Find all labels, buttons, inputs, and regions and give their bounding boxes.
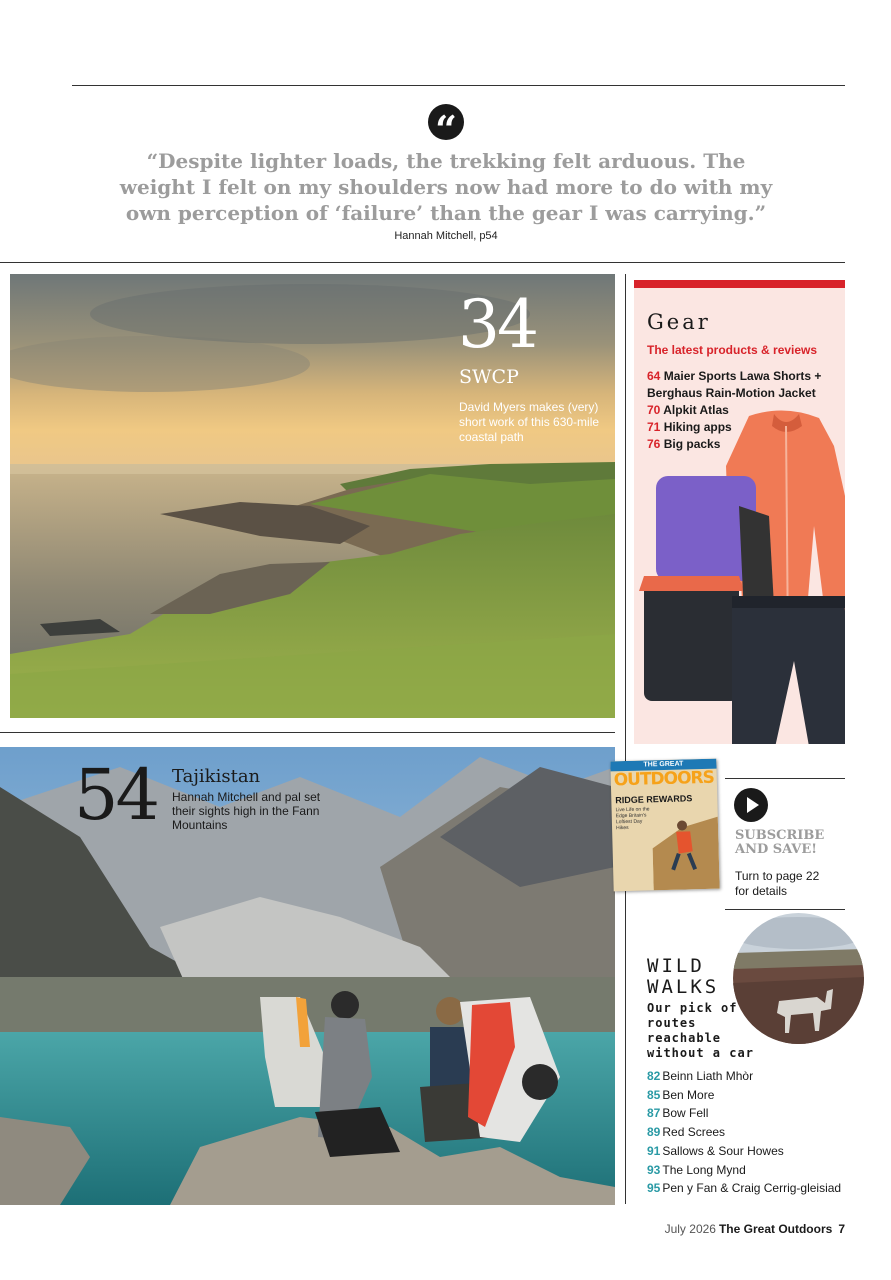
quote-attribution: Hannah Mitchell, p54 — [394, 230, 498, 242]
gear-panel — [634, 280, 845, 744]
cover-subline: Live Life on the Edge Britain's Loftiest Day Hikes — [615, 806, 650, 832]
magazine-cover[interactable] — [610, 759, 719, 892]
subscribe-title[interactable]: SUBSCRIBE AND SAVE! — [735, 828, 825, 857]
gear-title: Gear — [647, 310, 711, 334]
walk-item[interactable]: 91 Sallows & Sour Howes — [647, 1143, 784, 1158]
subscribe-top-rule — [725, 778, 845, 779]
play-icon[interactable] — [734, 788, 768, 822]
wild-walks-title: WILD WALKS — [647, 955, 720, 998]
cover-masthead-top: THE GREAT — [610, 759, 716, 772]
gear-subtitle: The latest products & reviews — [647, 343, 818, 357]
walk-item[interactable]: 85 Ben More — [647, 1087, 715, 1102]
cover-photo — [652, 807, 720, 891]
swcp-description: David Myers makes (very) short work of this 630-mile coastal path — [459, 400, 600, 444]
tajikistan-description: Hannah Mitchell and pal set their sights high in the Fann Mountains — [172, 790, 321, 832]
walk-item[interactable]: 93 The Long Mynd — [647, 1162, 746, 1177]
mid-rule — [0, 732, 615, 733]
gear-item[interactable]: 76 Big packs — [647, 437, 721, 451]
walk-item[interactable]: 87 Bow Fell — [647, 1106, 709, 1121]
swcp-page-number: 34 — [458, 286, 536, 363]
footer-page-number: 7 — [838, 1222, 845, 1236]
footer-date: July 2026 — [664, 1222, 716, 1236]
page-footer — [665, 1222, 845, 1236]
pony-moorland-photo — [733, 913, 864, 1044]
gear-item[interactable]: 71 Hiking apps — [647, 420, 732, 434]
cover-headline: RIDGE REWARDS — [615, 793, 693, 806]
gear-products-image — [634, 406, 845, 744]
walk-item[interactable]: 89 Red Screes — [647, 1125, 726, 1140]
gear-item[interactable]: 64 Maier Sports Lawa Shorts + Berghaus Rain-Motion Jacket — [647, 369, 822, 400]
cover-masthead: OUTDOORS — [613, 767, 715, 791]
tajikistan-title: Tajikistan — [172, 766, 261, 787]
quote-mark-icon: “ — [428, 104, 464, 140]
tajikistan-page-number: 54 — [74, 754, 158, 836]
subscribe-text: Turn to page 22 for details — [735, 869, 820, 898]
pull-quote: “Despite lighter loads, the trekking felt arduous. The weight I felt on my shoulders now had more to do with my own perception of ‘failure’ than the gear I was carrying.” — [119, 149, 773, 225]
quote-bottom-rule — [0, 262, 845, 263]
walk-item[interactable]: 95 Pen y Fan & Craig Cerrig-gleisiad — [647, 1181, 842, 1196]
footer-magazine: The Great Outdoors — [718, 1222, 833, 1236]
subscribe-bottom-rule — [725, 909, 845, 910]
swcp-title: SWCP — [459, 366, 519, 388]
gear-item[interactable]: 70 Alpkit Atlas — [647, 403, 729, 417]
wild-walks-subtitle: Our pick of routes reachable without a car — [647, 1001, 754, 1060]
column-divider — [625, 274, 626, 1204]
top-rule — [72, 85, 845, 86]
wild-walks-list — [647, 1067, 841, 1198]
walk-item[interactable]: 82 Beinn Liath Mhòr — [647, 1069, 754, 1083]
